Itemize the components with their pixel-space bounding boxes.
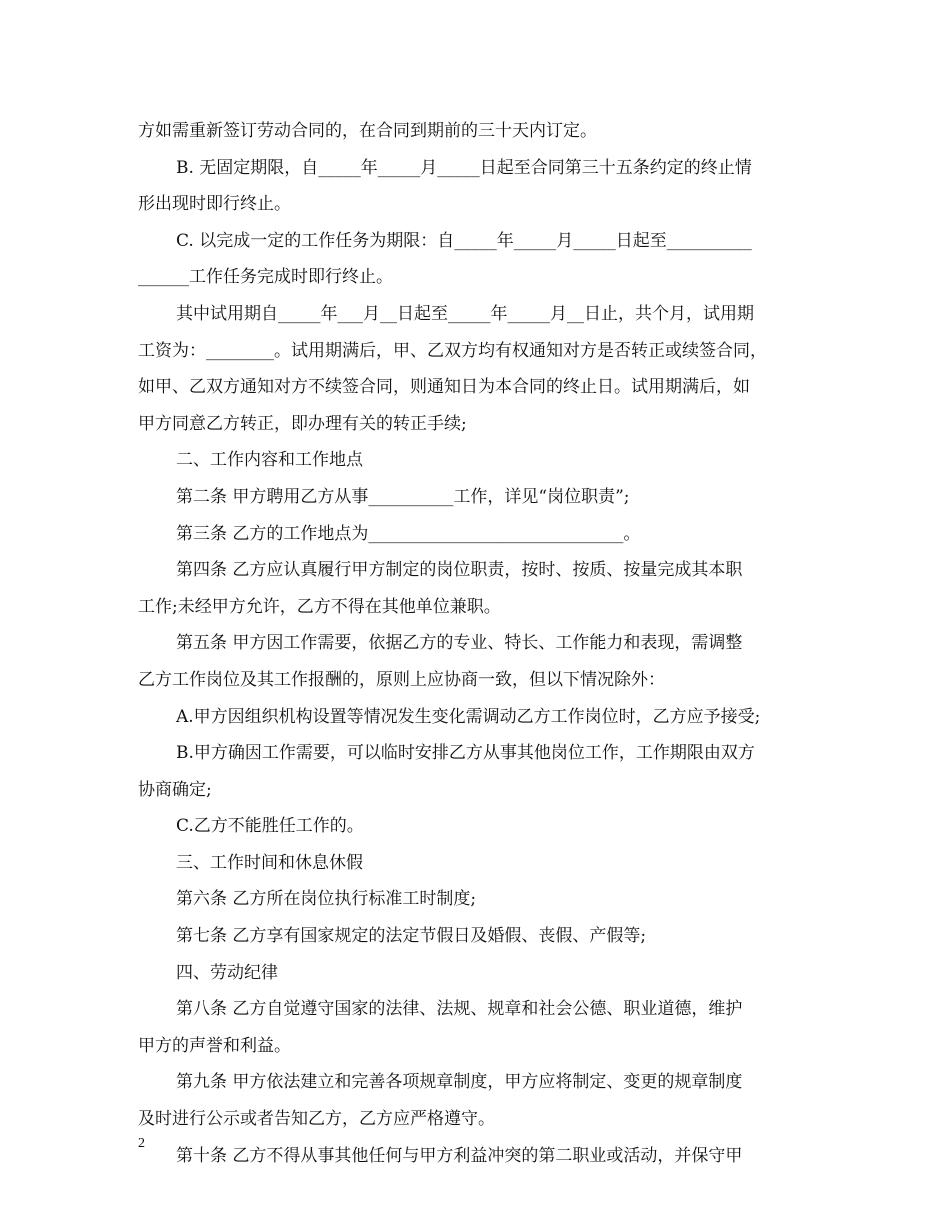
page-number: 2 [138,1136,145,1151]
text-line: B. 无固定期限，自_____年_____月_____日起至合同第三十五条约定的终止情 [176,157,752,178]
clause-line: 第十条 乙方不得从事其他任何与甲方利益冲突的第二职业或活动，并保守甲 [176,1145,743,1166]
text-line: 甲方同意乙方转正，即办理有关的转正手续; [138,413,467,434]
section-heading: 三、工作时间和休息休假 [176,852,363,873]
text-line: 方如需重新签订劳动合同的，在合同到期前的三十天内订定。 [138,121,597,141]
text-line: 乙方工作岗位及其工作报酬的，原则上应协商一致，但以下情况除外： [138,669,665,690]
text-line: 如甲、乙双方通知对方不续签合同，则通知日为本合同的终止日。试用期满后，如 [138,377,750,398]
text-line: 甲方的声誉和利益。 [138,1035,291,1056]
text-line: 协商确定; [138,779,212,800]
text-line: ______工作任务完成时即行终止。 [138,267,393,288]
clause-line: 第九条 甲方依法建立和完善各项规章制度，甲方应将制定、变更的规章制度 [176,1072,743,1093]
text-line: 其中试用期自_____年___月__日起至_____年_____月__日止，共个月，试用期 [176,303,754,324]
list-item: B.甲方确因工作需要，可以临时安排乙方从事其他岗位工作，工作期限由双方 [176,743,755,764]
text-line: 工作;未经甲方允许，乙方不得在其他单位兼职。 [138,596,501,617]
clause-line: 第八条 乙方自觉遵守国家的法律、法规、规章和社会公德、职业道德，维护 [176,999,743,1020]
document-body [138,113,814,1174]
clause-line: 第三条 乙方的工作地点为______________________________。 [176,523,641,544]
clause-line: 第四条 乙方应认真履行甲方制定的岗位职责，按时、按质、按量完成其本职 [176,560,743,581]
text-line: 形出现时即行终止。 [138,194,291,215]
section-heading: 四、劳动纪律 [176,962,278,983]
clause-line: 第六条 乙方所在岗位执行标准工时制度; [176,889,477,910]
clause-line: 第二条 甲方聘用乙方从事__________工作，详见“岗位职责”; [176,486,630,507]
text-line: 工资为：________。试用期满后，甲、乙双方均有权通知对方是否转正或续签合同， [138,340,767,361]
clause-line: 第五条 甲方因工作需要，依据乙方的专业、特长、工作能力和表现，需调整 [176,633,743,654]
clause-line: 第七条 乙方享有国家规定的法定节假日及婚假、丧假、产假等; [176,926,647,947]
text-line: 及时进行公示或者告知乙方，乙方应严格遵守。 [138,1109,495,1130]
section-heading: 二、工作内容和工作地点 [176,450,363,471]
text-line: C. 以完成一定的工作任务为期限：自_____年_____月_____日起至__________ [176,230,752,251]
list-item: A.甲方因组织机构设置等情况发生变化需调动乙方工作岗位时，乙方应予接受; [176,706,761,727]
list-item: C.乙方不能胜任工作的。 [176,816,364,837]
